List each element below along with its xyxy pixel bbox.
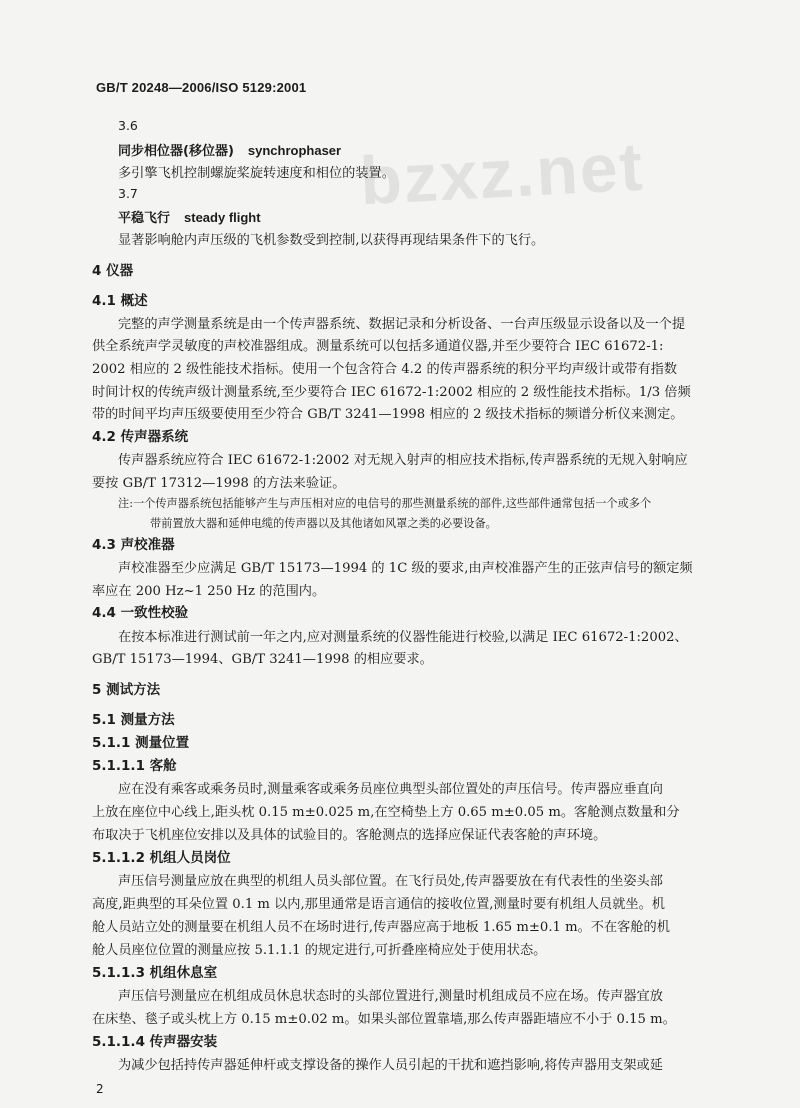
paragraph-line: 声压信号测量应在机组成员休息状态时的头部位置进行,测量时机组成员不应在场。传声器宜放: [118, 989, 663, 1004]
term-definition: 多引擎飞机控制螺旋桨旋转速度和相位的装置。: [118, 166, 395, 181]
paragraph-line: 在按本标准进行测试前一年之内,应对测量系统的仪器性能进行校验,以满足 IEC 61672-1:2002、: [118, 630, 688, 645]
paragraph-line: 2002 相应的 2 级性能技术指标。使用一个包含符合 4.2 的传声器系统的积分平均声级计或带有指数: [92, 362, 678, 377]
section-heading: 5 测试方法: [92, 682, 161, 698]
subsection-heading: 4.2 传声器系统: [92, 429, 189, 445]
paragraph-line: 舱人员座位位置的测量应按 5.1.1.1 的规定进行,可折叠座椅应处于使用状态。: [92, 943, 547, 958]
paragraph-line: 要按 GB/T 17312—1998 的方法来验证。: [92, 476, 346, 491]
term-chinese: 平稳飞行: [118, 211, 171, 226]
subsection-heading: 4.1 概述: [92, 293, 148, 309]
paragraph-line: 布取决于飞机座位安排以及具体的试验目的。客舱测点的选择应保证代表客舱的声环境。: [92, 828, 607, 843]
term-chinese: 同步相位器(移位器): [118, 144, 234, 159]
term-english: synchrophaser: [247, 143, 342, 158]
note-line: 带前置放大器和延伸电缆的传声器以及其他诸如风罩之类的必要设备。: [150, 517, 497, 530]
paragraph-line: 传声器系统应符合 IEC 61672-1:2002 对无规入射声的相应技术指标,传声器系统的无规入射响应: [118, 453, 688, 468]
paragraph-line: GB/T 15173—1994、GB/T 3241—1998 的相应要求。: [92, 652, 433, 667]
subsection-heading: 5.1.1.1 客舱: [92, 758, 177, 774]
subsection-heading: 5.1.1 测量位置: [92, 735, 190, 751]
clause-number: 3.7: [118, 186, 138, 201]
subsection-heading: 4.3 声校准器: [92, 537, 175, 553]
paragraph-line: 舱人员站立处的测量要在机组人员不在场时进行,传声器应高于地板 1.65 m±0.1 m。不在客舱的机: [92, 920, 670, 935]
term-entry: [118, 211, 261, 225]
standard-header: GB/T 20248—2006/ISO 5129:2001: [96, 80, 307, 95]
term-entry: [118, 144, 341, 158]
paragraph-line: 时间计权的传统声级计测量系统,至少要符合 IEC 61672-1:2002 相应的 2 级性能技术指标。1/3 倍频: [92, 385, 691, 400]
paragraph-line: 率应在 200 Hz~1 250 Hz 的范围内。: [92, 584, 326, 599]
subsection-heading: 4.4 一致性校验: [92, 605, 189, 621]
paragraph-line: 高度,距典型的耳朵位置 0.1 m 以内,那里通常是语言通信的接收位置,测量时要有机组人员就坐。机: [92, 897, 665, 912]
paragraph-line: 为减少包括持传声器延伸杆或支撑设备的操作人员引起的干扰和遮挡影响,将传声器用支架或延: [118, 1058, 663, 1073]
paragraph-line: 完整的声学测量系统是由一个传声器系统、数据记录和分析设备、一台声压级显示设备以及一个提: [118, 317, 686, 332]
subsection-heading: 5.1.1.4 传声器安装: [92, 1034, 218, 1050]
subsection-heading: 5.1 测量方法: [92, 712, 175, 728]
term-english: steady flight: [184, 210, 261, 225]
paragraph-line: 声压信号测量应放在典型的机组人员头部位置。在飞行员处,传声器要放在有代表性的坐姿头部: [118, 874, 663, 889]
paragraph-line: 应在没有乘客或乘务员时,测量乘客或乘务员座位典型头部位置处的声压信号。传声器应垂直向: [118, 782, 663, 797]
watermark: bzxz.net: [358, 128, 647, 220]
paragraph-line: 带的时间平均声压级要使用至少符合 GB/T 3241—1998 相应的 2 级技术指标的频谱分析仪来测定。: [92, 407, 684, 422]
paragraph-line: 上放在座位中心线上,距头枕 0.15 m±0.025 m,在空椅垫上方 0.65 m±0.05 m。客舱测点数量和分: [92, 805, 680, 820]
note-line: 注:一个传声器系统包括能够产生与声压相对应的电信号的那些测量系统的部件,这些部件通常包括一个或多个: [118, 497, 652, 510]
term-definition: 显著影响舱内声压级的飞机参数受到控制,以获得再现结果条件下的飞行。: [118, 233, 545, 248]
subsection-heading: 5.1.1.3 机组休息室: [92, 965, 218, 981]
subsection-heading: 5.1.1.2 机组人员岗位: [92, 850, 231, 866]
paragraph-line: 在床垫、毯子或头枕上方 0.15 m±0.02 m。如果头部位置靠墙,那么传声器距墙应不小于 0.15 m。: [92, 1012, 676, 1027]
paragraph-line: 声校准器至少应满足 GB/T 15173—1994 的 1C 级的要求,由声校准器产生的正弦声信号的额定频: [118, 561, 693, 576]
section-heading: 4 仪器: [92, 263, 134, 279]
clause-number: 3.6: [118, 118, 138, 133]
paragraph-line: 供全系统声学灵敏度的声校准器组成。测量系统可以包括多通道仪器,并至少要符合 IEC 61672-1:: [92, 339, 664, 354]
page-number: 2: [96, 1082, 104, 1096]
